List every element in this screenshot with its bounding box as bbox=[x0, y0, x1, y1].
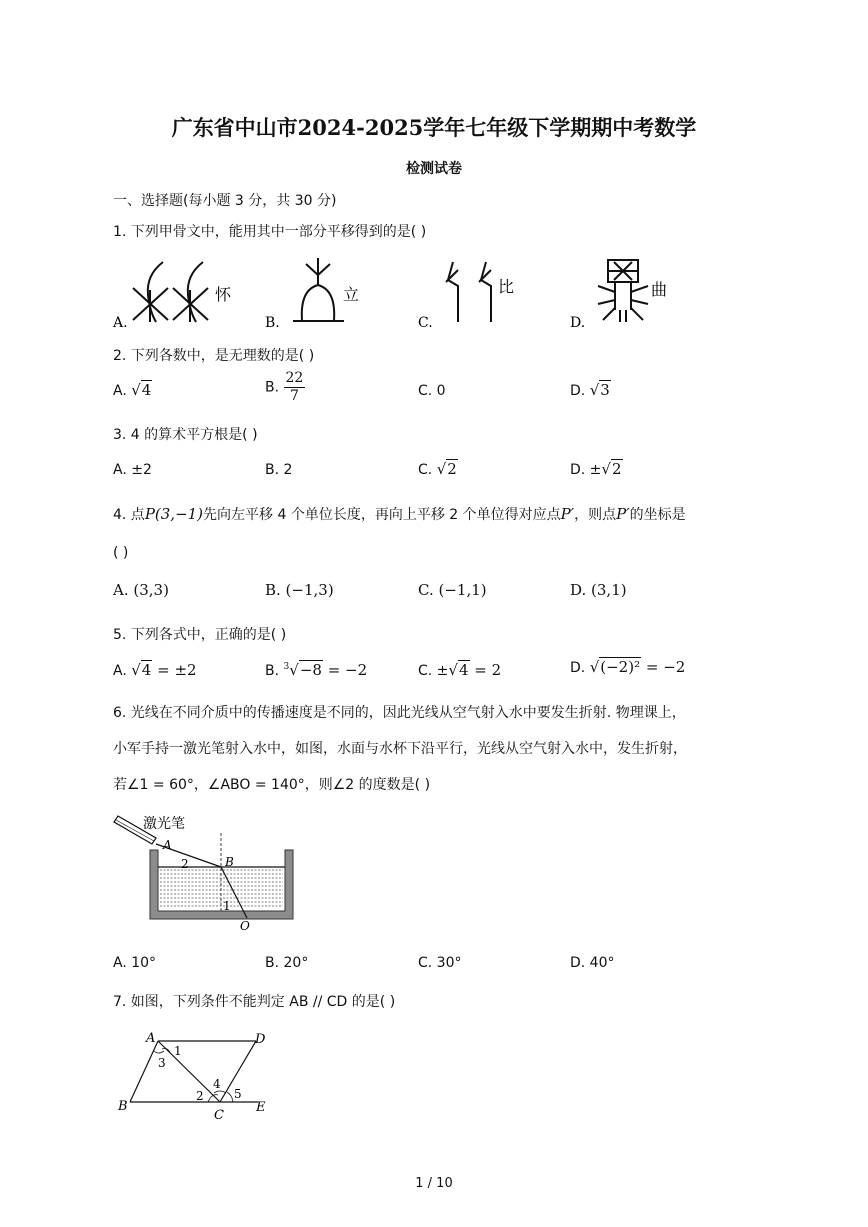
q5-option-b[interactable]: B. $^3$√−8 = −2 bbox=[265, 661, 368, 679]
q5-option-c[interactable]: C. ±√4 = 2 bbox=[418, 661, 502, 679]
fig6-point-o: O bbox=[240, 919, 250, 933]
q1-option-a-label: A. bbox=[113, 315, 128, 331]
q1-stem: 1. 下列甲骨文中，能用其中一部分平移得到的是( ) bbox=[113, 224, 427, 240]
q4-option-a[interactable]: A. (3,3) bbox=[113, 581, 169, 599]
q5-option-d[interactable]: D. √(−2)² = −2 bbox=[570, 658, 686, 676]
q2-option-a[interactable]: A. √4 bbox=[113, 381, 152, 399]
page-subtitle: 检测试卷 bbox=[406, 161, 462, 177]
fig7-point-b: B bbox=[118, 1099, 128, 1114]
q2-stem: 2. 下列各数中，是无理数的是( ) bbox=[113, 348, 315, 364]
fig6-angle-2: 2 bbox=[181, 857, 189, 871]
fig7-angle-2: 2 bbox=[196, 1089, 204, 1103]
fig7-point-a: A bbox=[146, 1031, 156, 1046]
oracle-char-bi bbox=[446, 262, 491, 322]
fig6-point-a: A bbox=[163, 838, 172, 852]
q1-option-d-label: D. bbox=[570, 315, 586, 331]
q4-option-d[interactable]: D. (3,1) bbox=[570, 581, 627, 599]
q1-oracle-figures bbox=[108, 250, 708, 335]
q3-stem: 3. 4 的算术平方根是( ) bbox=[113, 427, 258, 443]
q3-option-c[interactable]: C. √2 bbox=[418, 460, 457, 478]
q6-stem-line2: 小军手持一激光笔射入水中，如图，水面与水杯下沿平行，光线从空气射入水中，发生折射， bbox=[113, 741, 687, 757]
q4-stem: 4. 点P(3,−1)先向左平移 4 个单位长度，再向上平移 2 个单位得对应点P′，则点P′的坐标是 bbox=[113, 505, 686, 523]
q5-stem: 5. 下列各式中，正确的是( ) bbox=[113, 627, 287, 643]
page-number: 1 / 10 bbox=[415, 1176, 453, 1191]
page-title: 广东省中山市2024-2025学年七年级下学期期中考数学 bbox=[171, 115, 697, 140]
fig6-angle-1: 1 bbox=[223, 899, 231, 913]
section-heading: 一、选择题(每小题 3 分，共 30 分) bbox=[113, 193, 337, 209]
fig7-angle-4: 4 bbox=[213, 1077, 221, 1091]
fig7-point-e: E bbox=[256, 1100, 266, 1115]
q2-option-d[interactable]: D. √3 bbox=[570, 381, 610, 399]
q1-option-c-label: C. bbox=[418, 315, 433, 331]
q6-option-a[interactable]: A. 10° bbox=[113, 955, 157, 971]
q1-char-a: 怀 bbox=[215, 285, 232, 304]
oracle-char-huai bbox=[133, 262, 208, 322]
q3-option-b[interactable]: B. 2 bbox=[265, 462, 293, 478]
q3-option-d[interactable]: D. ±√2 bbox=[570, 460, 622, 478]
fig6-point-b: B bbox=[225, 855, 234, 869]
fig6-pen-label: 激光笔 bbox=[143, 816, 185, 832]
fig7-angle-3: 3 bbox=[158, 1056, 166, 1070]
q6-refraction-figure bbox=[108, 808, 308, 936]
q4-option-c[interactable]: C. (−1,1) bbox=[418, 581, 487, 599]
q2-option-b[interactable]: B. $\frac{22}{7}$ bbox=[265, 370, 304, 404]
q1-char-d: 曲 bbox=[651, 280, 668, 299]
fig7-angle-5: 5 bbox=[234, 1087, 242, 1101]
water-area bbox=[160, 870, 283, 906]
q6-option-b[interactable]: B. 20° bbox=[265, 955, 309, 971]
fig7-point-d: D bbox=[255, 1032, 266, 1047]
q1-char-c: 比 bbox=[498, 277, 515, 296]
q5-option-a[interactable]: A. √4 = ±2 bbox=[113, 661, 197, 679]
q1-char-b: 立 bbox=[343, 285, 360, 304]
q4-paren: ( ) bbox=[113, 545, 129, 561]
q4-option-b[interactable]: B. (−1,3) bbox=[265, 581, 334, 599]
q6-option-d[interactable]: D. 40° bbox=[570, 955, 615, 971]
oracle-char-qu bbox=[598, 260, 648, 322]
oracle-char-li bbox=[293, 258, 344, 321]
q7-stem: 7. 如图，下列条件不能判定 AB // CD 的是( ) bbox=[113, 994, 396, 1010]
q1-option-b-label: B. bbox=[265, 315, 280, 331]
fig7-angle-1: 1 bbox=[174, 1044, 182, 1058]
q6-option-c[interactable]: C. 30° bbox=[418, 955, 462, 971]
q6-stem-line3: 若∠1 = 60°，∠ABO = 140°，则∠2 的度数是( ) bbox=[113, 777, 431, 793]
q7-parallelogram-figure bbox=[108, 1025, 288, 1125]
fig7-point-c: C bbox=[214, 1108, 224, 1123]
q2-option-c[interactable]: C. 0 bbox=[418, 383, 446, 399]
q6-stem-line1: 6. 光线在不同介质中的传播速度是不同的，因此光线从空气射入水中要发生折射. 物理课上， bbox=[113, 705, 686, 721]
q3-option-a[interactable]: A. ±2 bbox=[113, 462, 152, 478]
